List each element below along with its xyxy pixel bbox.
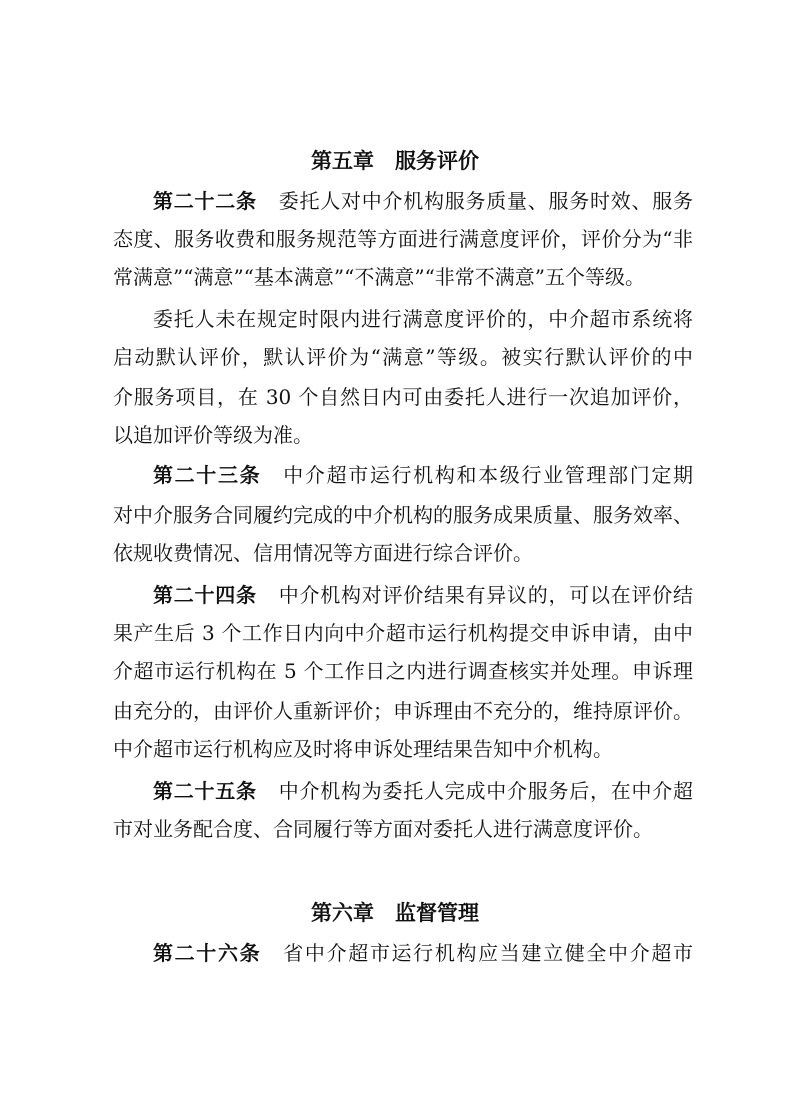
article-25-line-2: 市对业务配合度、合同履行等方面对委托人进行满意度评价。 [113, 817, 653, 841]
article-24-text-1: 中介机构对评价结果有异议的，可以在评价结 [278, 583, 693, 607]
article-23-line-1 [153, 460, 693, 490]
article-22-line-2: 态度、服务收费和服务规范等方面进行满意度评价，评价分为“非 [113, 227, 693, 251]
article-22-line-3: 常满意”“满意”“基本满意”“不满意”“非常不满意”五个等级。 [113, 265, 646, 289]
article-23-line-2: 对中介服务合同履约完成的中介机构的服务成果质量、服务效率、 [113, 503, 693, 527]
chapter-6-title: 第六章 监督管理 [311, 901, 479, 925]
article-22-label: 第二十二条 [153, 189, 257, 213]
article-22-line-1 [153, 186, 693, 216]
article-23-line-3: 依规收费情况、信用情况等方面进行综合评价。 [113, 541, 533, 565]
article-26-label: 第二十六条 [153, 941, 262, 965]
article-24-line-3: 介超市运行机构在 5 个工作日之内进行调查核实并处理。申诉理 [113, 659, 693, 683]
article-25-label: 第二十五条 [153, 779, 257, 803]
article-22-para2-line-3: 介服务项目，在 30 个自然日内可由委托人进行一次追加评价， [113, 385, 693, 409]
article-24-line-4: 由充分的，由评价人重新评价；申诉理由不充分的，维持原评价。 [113, 699, 693, 723]
article-23-text-1: 中介超市运行机构和本级行业管理部门定期 [283, 463, 693, 487]
article-24-line-2: 果产生后 3 个工作日内向中介超市运行机构提交申诉申请，由中 [113, 621, 693, 645]
article-23-label: 第二十三条 [153, 463, 262, 487]
chapter-5-title: 第五章 服务评价 [311, 149, 479, 173]
article-24-line-5: 中介超市运行机构应及时将申诉处理结果告知中介机构。 [113, 737, 613, 761]
article-22-para2-line-2: 启动默认评价，默认评价为“满意”等级。被实行默认评价的中 [113, 345, 693, 369]
article-22-para2-line-1: 委托人未在规定时限内进行满意度评价的，中介超市系统将 [153, 307, 693, 331]
article-22-para2-line-4: 以追加评价等级为准。 [113, 423, 313, 447]
article-22-text-1: 委托人对中介机构服务质量、服务时效、服务 [278, 189, 693, 213]
article-24-label: 第二十四条 [153, 583, 257, 607]
article-26-text-1: 省中介超市运行机构应当建立健全中介超市 [283, 941, 693, 965]
article-25-text-1: 中介机构为委托人完成中介服务后，在中介超 [278, 779, 693, 803]
article-24-line-1 [153, 580, 693, 610]
article-26-line-1 [153, 938, 693, 968]
article-25-line-1 [153, 776, 693, 806]
